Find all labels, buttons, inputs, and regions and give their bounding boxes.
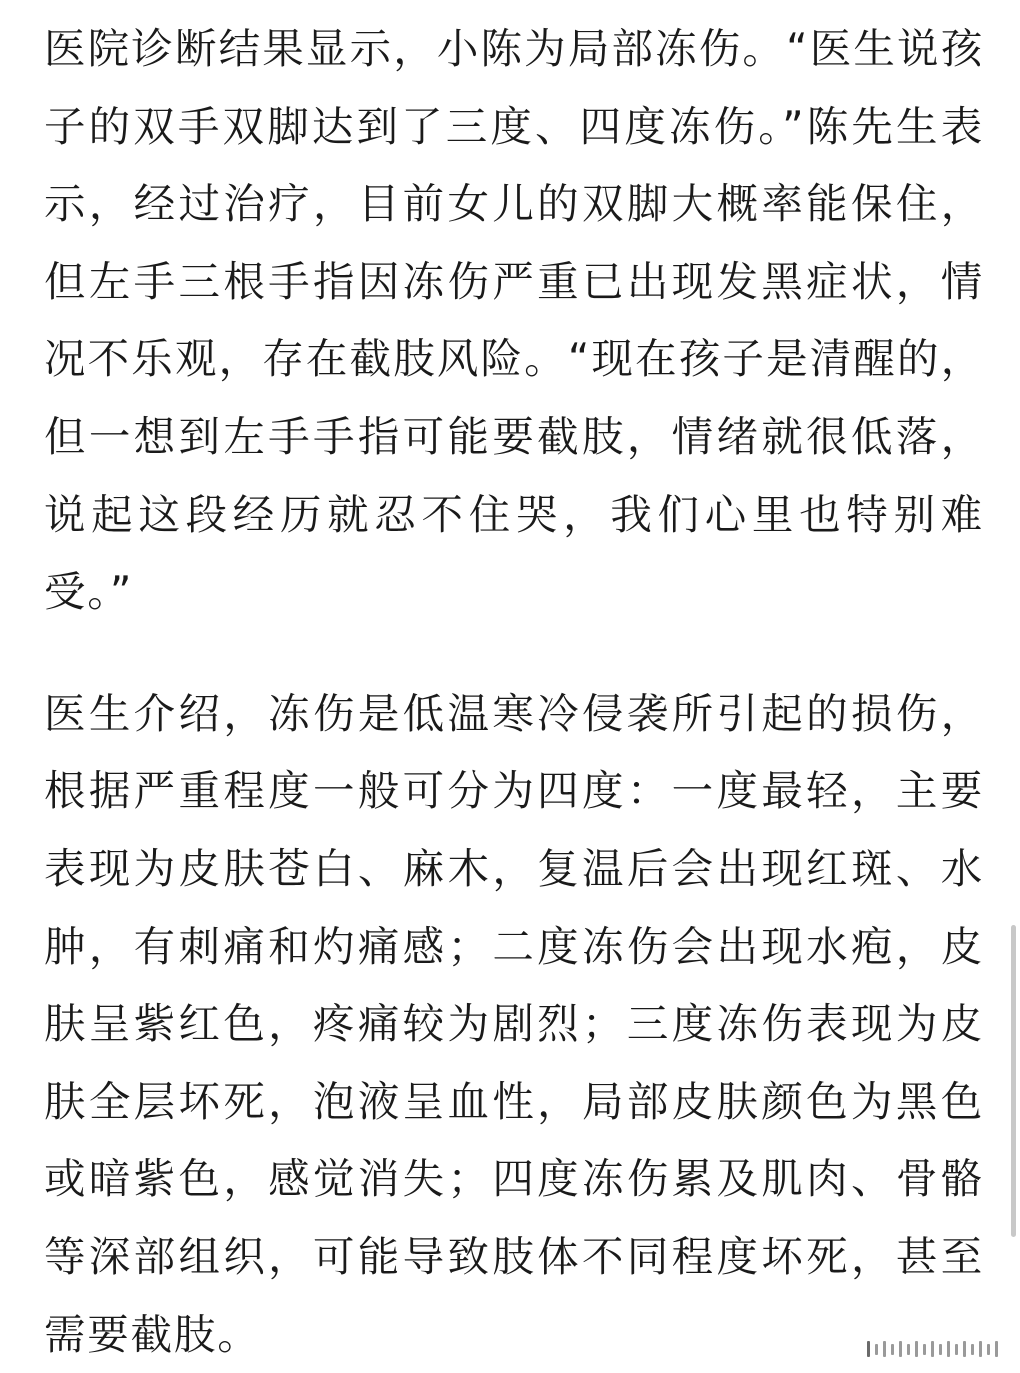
article-paragraph-frostbite-explanation: 医生介绍，冻伤是低温寒冷侵袭所引起的损伤，根据严重程度一般可分为四度：一度最轻，主要表现为皮肤苍白、麻木，复温后会出现红斑、水肿，有刺痛和灼痛感；二度冻伤会出现水疱，皮肤呈紫红色，疼痛较为剧烈；三度冻伤表现为皮肤全层坏死，泡液呈血性，局部皮肤颜色为黑色或暗紫色，感觉消失；四度冻伤累及肌肉、骨骼等深部组织，可能导致肢体不同程度坏死，甚至需要截肢。	[44, 688, 984, 1359]
watermark-mark	[955, 1344, 958, 1355]
watermark-mark	[995, 1341, 998, 1357]
watermark-mark	[963, 1341, 966, 1357]
watermark-mark	[891, 1344, 894, 1355]
watermark-mark	[931, 1341, 934, 1357]
watermark-mark	[883, 1341, 886, 1357]
watermark-mark	[979, 1341, 982, 1357]
watermark-mark	[867, 1341, 870, 1357]
watermark-mark	[947, 1341, 950, 1357]
watermark-mark	[987, 1344, 990, 1355]
watermark-marks	[862, 1339, 998, 1359]
watermark-mark	[971, 1344, 974, 1355]
watermark-mark	[915, 1341, 918, 1357]
watermark-mark	[939, 1344, 942, 1355]
watermark-mark	[907, 1344, 910, 1355]
watermark-mark	[899, 1341, 902, 1357]
article-paragraph-diagnosis: 医院诊断结果显示，小陈为局部冻伤。“医生说孩子的双手双脚达到了三度、四度冻伤。”陈先生表示，经过治疗，目前女儿的双脚大概率能保住，但左手三根手指因冻伤严重已出现发黑症状，情况不乐观，存在截肢风险。“现在孩子是清醒的，但一想到左手手指可能要截肢，情绪就很低落，说起这段经历就忍不住哭，我们心里也特别难受。”	[44, 24, 984, 617]
article-body	[44, 10, 984, 1373]
watermark-mark	[875, 1344, 878, 1355]
watermark-mark	[923, 1344, 926, 1355]
vertical-scrollbar[interactable]	[1011, 925, 1016, 1237]
